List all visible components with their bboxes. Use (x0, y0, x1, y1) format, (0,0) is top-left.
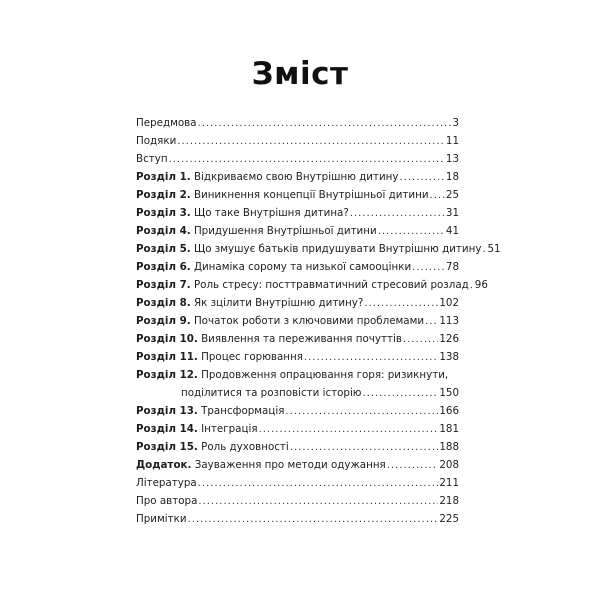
leader-dots (169, 151, 445, 169)
toc-entry (136, 294, 459, 312)
toc-entry-title: Відкриваємо свою Внутрішню дитину (193, 171, 399, 183)
toc-entry-title: Примітки (136, 513, 187, 525)
toc-page-number: 51 (487, 243, 501, 255)
toc-chapter-label: Розділ 1. (136, 171, 191, 183)
leader-dots (198, 115, 452, 133)
leader-dots (198, 493, 438, 511)
toc-entry-title: Зауваження про методи одужання (194, 459, 386, 471)
toc-entry (136, 186, 459, 204)
toc-chapter-label: Розділ 6. (136, 261, 191, 273)
leader-dots (470, 277, 474, 295)
leader-dots (430, 187, 445, 205)
leader-dots (290, 439, 439, 457)
toc-page-number: 211 (439, 477, 459, 489)
toc-entry (136, 240, 501, 258)
toc-entry (136, 438, 459, 456)
toc-chapter-label: Розділ 11. (136, 351, 198, 363)
toc-page-number: 96 (474, 279, 488, 291)
toc-entry (136, 114, 459, 132)
toc-page-number: 41 (445, 225, 459, 237)
toc-page-number: 3 (452, 117, 459, 129)
toc-entry (136, 222, 459, 240)
toc-chapter-label: Розділ 3. (136, 207, 191, 219)
toc-entry (136, 348, 459, 366)
toc-entry-title: Вступ (136, 153, 168, 165)
toc-entry-title: Динаміка сорому та низької самооцінки (193, 261, 412, 273)
toc-chapter-label: Розділ 7. (136, 279, 191, 291)
toc-entry (136, 510, 459, 528)
toc-page-number: 181 (439, 423, 459, 435)
toc-chapter-label: Розділ 9. (136, 315, 191, 327)
leader-dots (364, 295, 438, 313)
leader-dots (350, 205, 445, 223)
toc-chapter-label: Розділ 13. (136, 405, 198, 417)
toc-entry (136, 402, 459, 420)
toc-entry (136, 312, 459, 330)
toc-chapter-label: Розділ 15. (136, 441, 198, 453)
toc-entry-title: Інтеграція (201, 423, 258, 435)
toc-entry-title: Виникнення концепції Внутрішньої дитини (193, 189, 429, 201)
toc-chapter-label: Розділ 8. (136, 297, 191, 309)
toc-chapter-label: Розділ 5. (136, 243, 191, 255)
toc-page-number: 218 (439, 495, 459, 507)
toc-page-number: 225 (439, 513, 459, 525)
toc-entry-title: Початок роботи з ключовими проблемами (193, 315, 425, 327)
toc-entry-title-continued: поділитися та розповісти історію (181, 387, 362, 399)
leader-dots (188, 511, 439, 529)
toc-entry (136, 150, 459, 168)
toc-entry-title: Придушення Внутрішньої дитини (193, 225, 377, 237)
toc-chapter-label: Розділ 2. (136, 189, 191, 201)
toc-chapter-label: Розділ 4. (136, 225, 191, 237)
toc-page-number: 25 (445, 189, 459, 201)
toc-entry (136, 474, 459, 492)
toc-page-number: 138 (439, 351, 459, 363)
toc-page-number: 18 (445, 171, 459, 183)
toc-entry-title: Процес горювання (201, 351, 303, 363)
leader-dots (378, 223, 445, 241)
leader-dots (285, 403, 438, 421)
toc-entry-title: Виявлення та переживання почуттів (201, 333, 402, 345)
toc-entry-title: Роль духовності (201, 441, 289, 453)
leader-dots (403, 331, 438, 349)
leader-dots (425, 313, 438, 331)
toc-page-number: 208 (439, 459, 459, 471)
toc-chapter-label: Розділ 10. (136, 333, 198, 345)
page-title: Зміст (251, 56, 349, 92)
toc-appendix-label: Додаток. (136, 459, 192, 471)
toc-entry (136, 492, 459, 510)
toc-page-number: 166 (439, 405, 459, 417)
toc-chapter-label: Розділ 14. (136, 423, 198, 435)
leader-dots (259, 421, 439, 439)
toc-entry (136, 420, 459, 438)
toc-entry-title: Про автора (136, 495, 198, 507)
toc-entry (136, 204, 459, 222)
toc-chapter-label: Розділ 12. (136, 369, 198, 381)
toc-entry (136, 330, 459, 348)
toc-page-number: 13 (445, 153, 459, 165)
leader-dots (304, 349, 438, 367)
toc-entry (136, 366, 459, 402)
leader-dots (177, 133, 445, 151)
toc-entry-title: Роль стресу: посттравматичний стресовий розлад (193, 279, 469, 291)
toc-page-number: 126 (439, 333, 459, 345)
toc-entry (136, 168, 459, 186)
toc-entry-title: Література (136, 477, 197, 489)
toc-page-number: 150 (439, 387, 459, 399)
leader-dots (399, 169, 444, 187)
toc-entry-title: Продовження опрацювання горя: ризикнути, (201, 369, 449, 381)
toc-entry (136, 276, 488, 294)
leader-dots (362, 385, 438, 403)
toc-entry-title: Подяки (136, 135, 177, 147)
toc-entry-title: Передмова (136, 117, 197, 129)
toc-entry (136, 456, 459, 474)
table-of-contents (136, 114, 501, 528)
leader-dots (482, 241, 486, 259)
toc-page-number: 113 (439, 315, 459, 327)
toc-page-number: 78 (445, 261, 459, 273)
toc-entry-title: Що таке Внутрішня дитина? (193, 207, 349, 219)
leader-dots (198, 475, 439, 493)
toc-entry-title: Як зцілити Внутрішню дитину? (193, 297, 364, 309)
leader-dots (412, 259, 445, 277)
toc-entry (136, 132, 459, 150)
toc-page-number: 31 (445, 207, 459, 219)
toc-page-number: 102 (439, 297, 459, 309)
toc-entry (136, 258, 459, 276)
toc-entry-title: Що змушує батьків придушувати Внутрішню дитину (193, 243, 482, 255)
leader-dots (387, 457, 439, 475)
toc-page-number: 188 (439, 441, 459, 453)
toc-page-number: 11 (445, 135, 459, 147)
toc-entry-title: Трансформація (201, 405, 285, 417)
